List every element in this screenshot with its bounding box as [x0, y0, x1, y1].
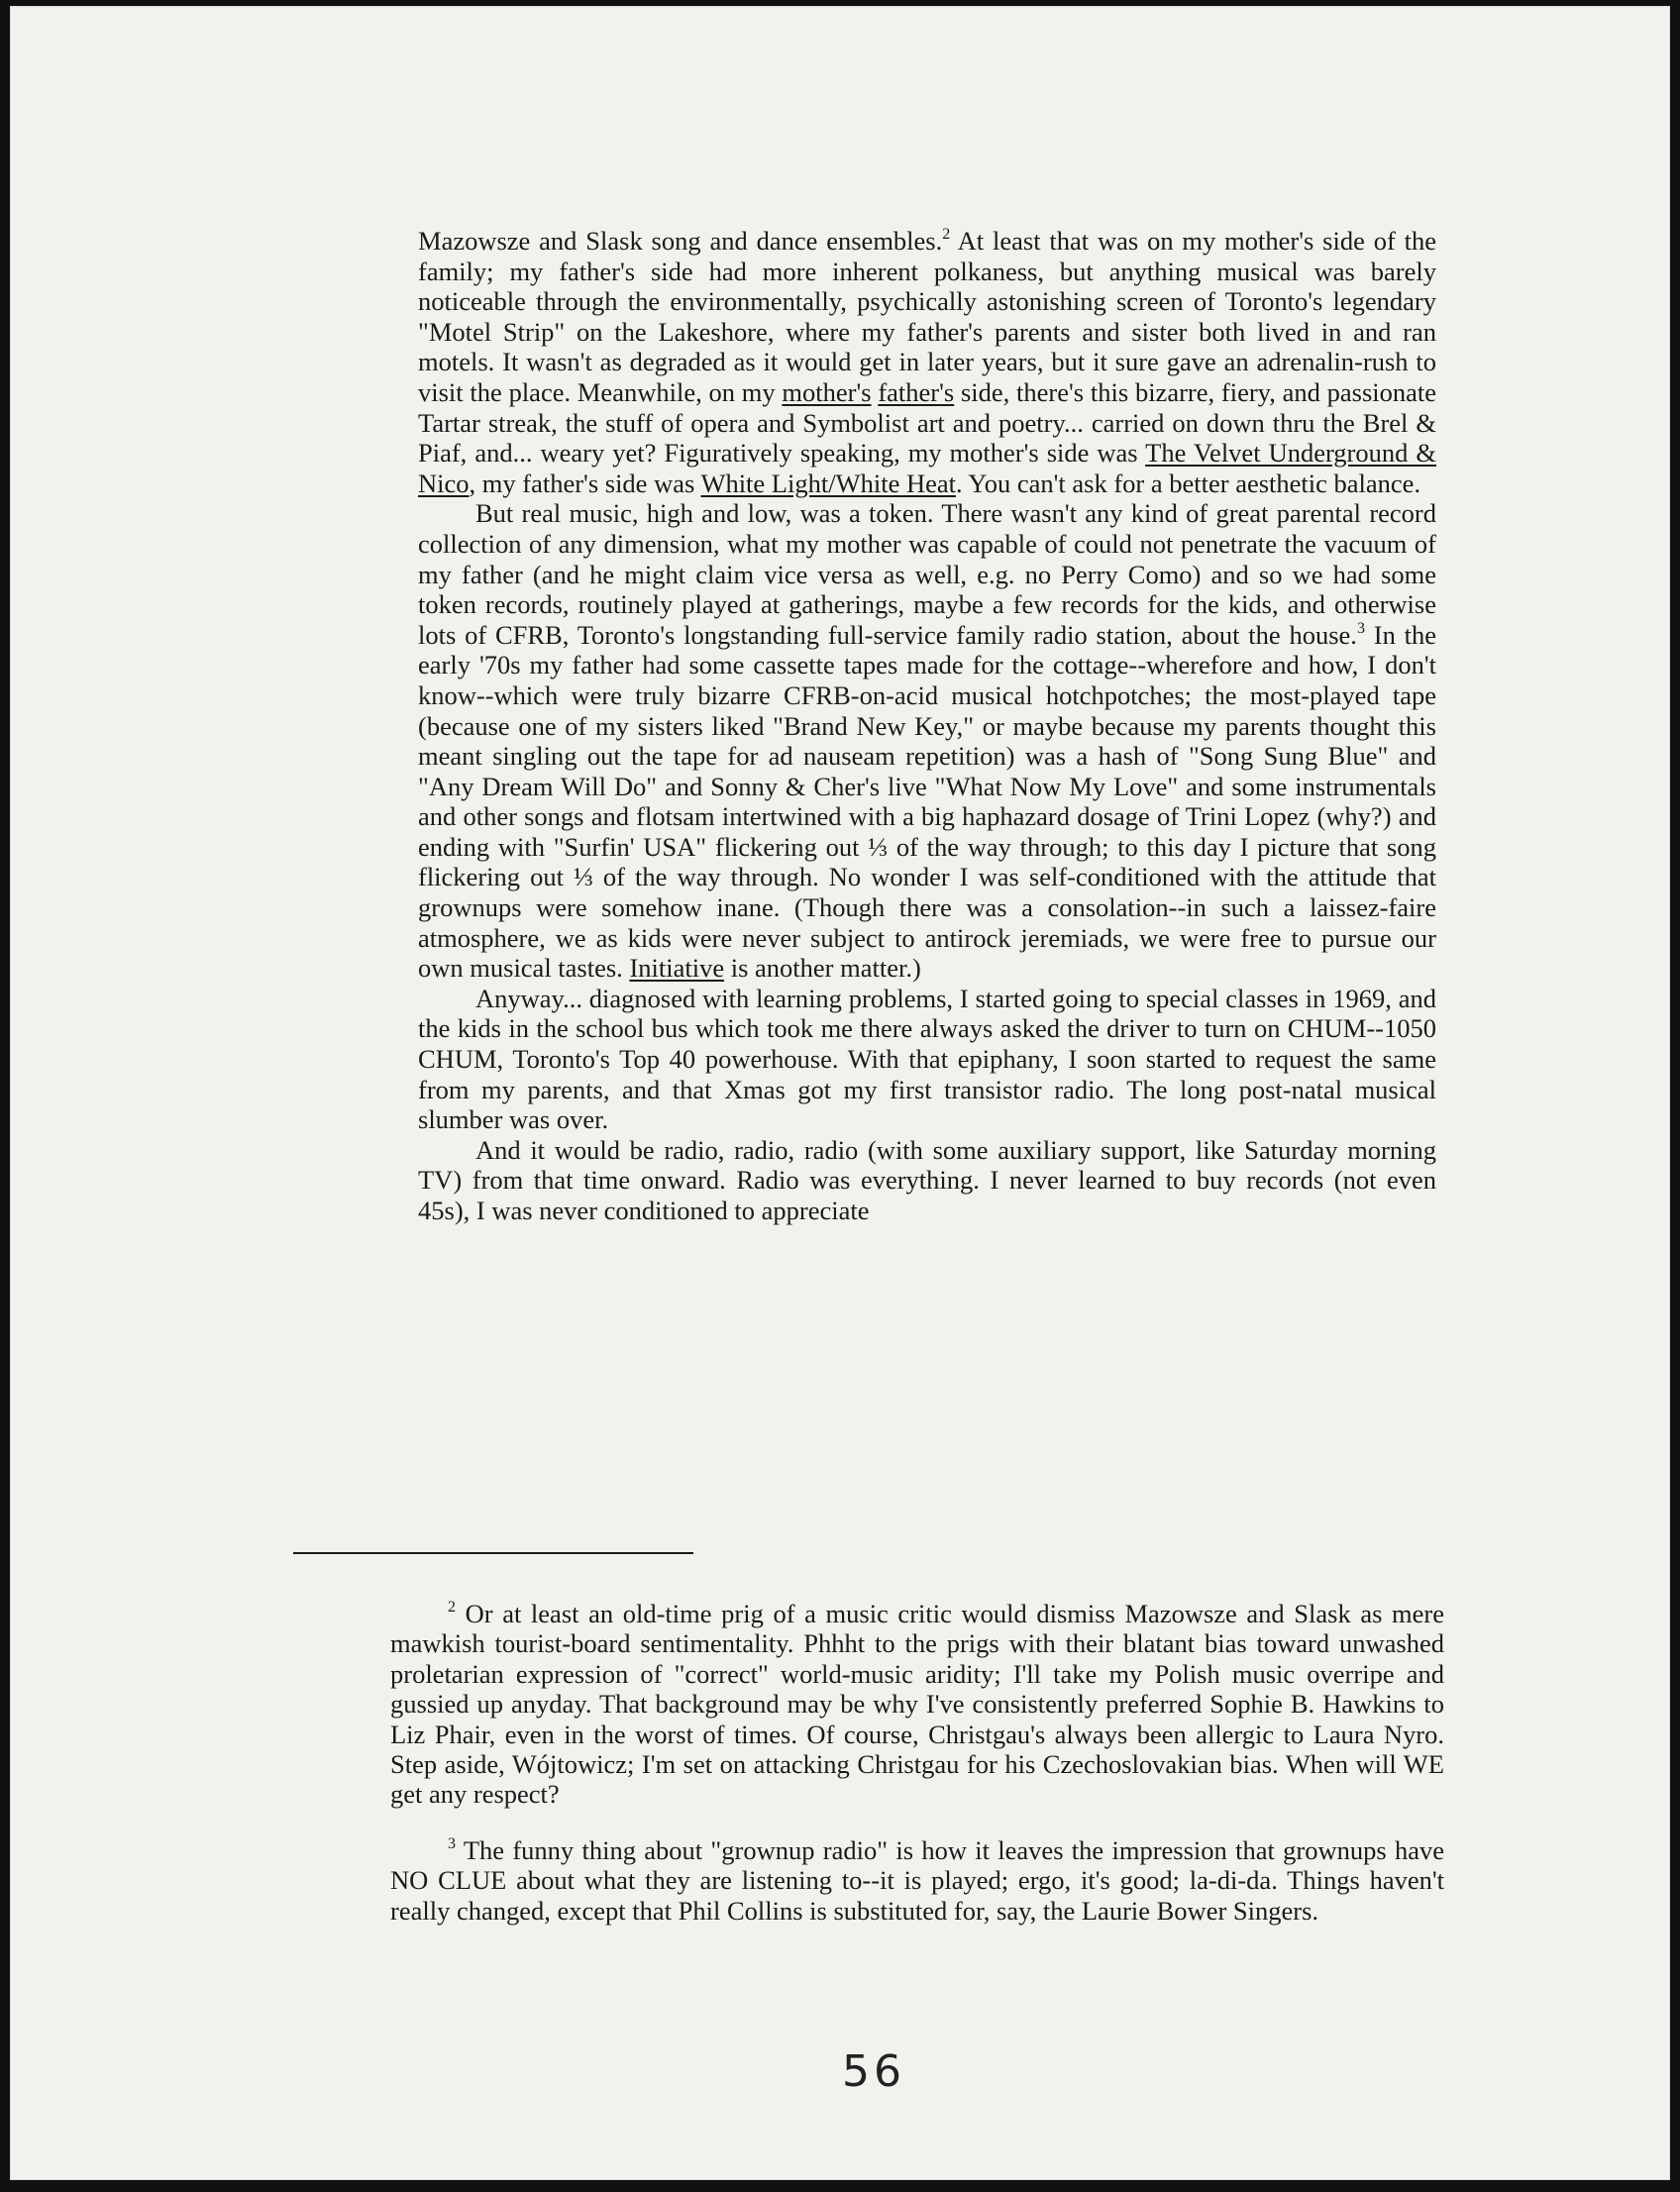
paragraph-3: Anyway... diagnosed with learning problems, I started going to special classes in 1969, and the kids in the school bus which took me there always asked the driver to turn on CHUM--1050 CHUM, Toronto's Top 40 powerhouse. With that epiphany, I soon started to request the same from my parents, and that Xmas got my first transistor radio. The long post-natal musical slumber was over.: [418, 983, 1436, 1135]
album-title-velvet-underground: The Velvet Underground & Nico: [418, 438, 1436, 498]
footnote-3: [390, 1835, 1444, 1926]
footnote-ref-3: 3: [1356, 619, 1365, 637]
body-text: [418, 226, 1436, 1226]
text-run: , my father's side was: [469, 468, 701, 498]
page-number: 56: [842, 2046, 905, 2097]
text-run: At least that was on my mother's side of the family; my father's side had more inherent polkaness, but anything musical was barely noticeable through the environmentally, psychically astonishing screen of Toronto's legendary "Motel Strip" on the Lakeshore, where my father's parents and sister both lived in and ran motels. It wasn't as degraded as it would get in later years, but it sure gave an adrenalin-rush to visit the place. Meanwhile, on my: [418, 226, 1436, 407]
underlined-mothers: mother's: [782, 376, 872, 407]
footnote-marker: 2: [448, 1599, 456, 1616]
footnote-marker: 3: [448, 1834, 456, 1852]
text-run: In the early '70s my father had some cassette tapes made for the cottage--wherefore and how, I don't know--which were truly bizarre CFRB-on-acid musical hotchpotches; the most-played tape (because one of my sisters liked "Brand New Key," or maybe because my parents thought this meant singling out the tape for ad nauseam repetition) was a hash of "Song Sung Blue" and "Any Dream Will Do" and Sonny & Cher's live "What Now My Love" and some instrumentals and other songs and flotsam intertwined with a big haphazard dosage of Trini Lopez (why?) and ending with "Surfin' USA" flickering out ⅓ of the way through; to this day I picture that song flickering out ⅓ of the way through. No wonder I was self-conditioned with the attitude that grownups were somehow inane. (Though there was a consolation--in such a laissez-faire atmosphere, we as kids were never subject to antirock jeremiads, we were free to pursue our own musical tastes.: [418, 619, 1436, 984]
footnote-2: [390, 1599, 1444, 1810]
album-title-white-light: White Light/White Heat: [700, 468, 956, 498]
footnote-text: Or at least an old-time prig of a music critic would dismiss Mazowsze and Slask as mere mawkish tourist-board sentimentality. Phhht to the prigs with their blatant bias toward unwashed proletarian expression of "correct" world-music aridity; I'll take my Polish music overripe and gussied up anyday. That background may be why I've consistently preferred Sophie B. Hawkins to Liz Phair, even in the worst of times. Of course, Christgau's always been allergic to Laura Nyro. Step aside, Wójtowicz; I'm set on attacking Christgau for his Czechoslovakian bias. When will WE get any respect?: [390, 1599, 1444, 1810]
paragraph-4: And it would be radio, radio, radio (with some auxiliary support, like Saturday morning TV) from that time onward. Radio was everything. I never learned to buy records (not even 45s), I was never conditioned to appreciate: [418, 1134, 1436, 1225]
footnote-text: The funny thing about "grownup radio" is how it leaves the impression that grownups have NO CLUE about what they are listening to--it is played; ergo, it's good; la-di-da. Things haven't really changed, except that Phil Collins is substituted for, say, the Laurie Bower Singers.: [390, 1834, 1444, 1926]
text-run: . You can't ask for a better aesthetic balance.: [955, 468, 1421, 498]
paragraph-2: [418, 498, 1436, 984]
text-run: Mazowsze and Slask song and dance ensembles.: [418, 226, 943, 256]
underlined-fathers: father's: [878, 376, 955, 407]
underlined-initiative: Initiative: [629, 953, 725, 984]
paragraph-1: [418, 226, 1436, 498]
text-run: is another matter.): [724, 953, 921, 984]
text-run: side, there's this bizarre, fiery, and passionate Tartar streak, the stuff of opera and Symbolist art and poetry... carried on down thru the Brel & Piaf, and... weary yet? Figuratively speaking, my mother's side was: [418, 376, 1437, 469]
text-run: But real music, high and low, was a token. There wasn't any kind of great parental record collection of any dimension, what my mother was capable of could not penetrate the vacuum of my father (and he might claim vice versa as well, e.g. no Perry Como) and so we had some token records, routinely played at gatherings, maybe a few records for the kids, and otherwise lots of CFRB, Toronto's longstanding full-service family radio station, about the house.: [418, 498, 1436, 650]
scanned-page: [10, 6, 1670, 2180]
footnotes: [390, 1599, 1444, 1951]
footnote-separator: [293, 1552, 693, 1554]
footnote-ref-2: 2: [942, 226, 951, 243]
